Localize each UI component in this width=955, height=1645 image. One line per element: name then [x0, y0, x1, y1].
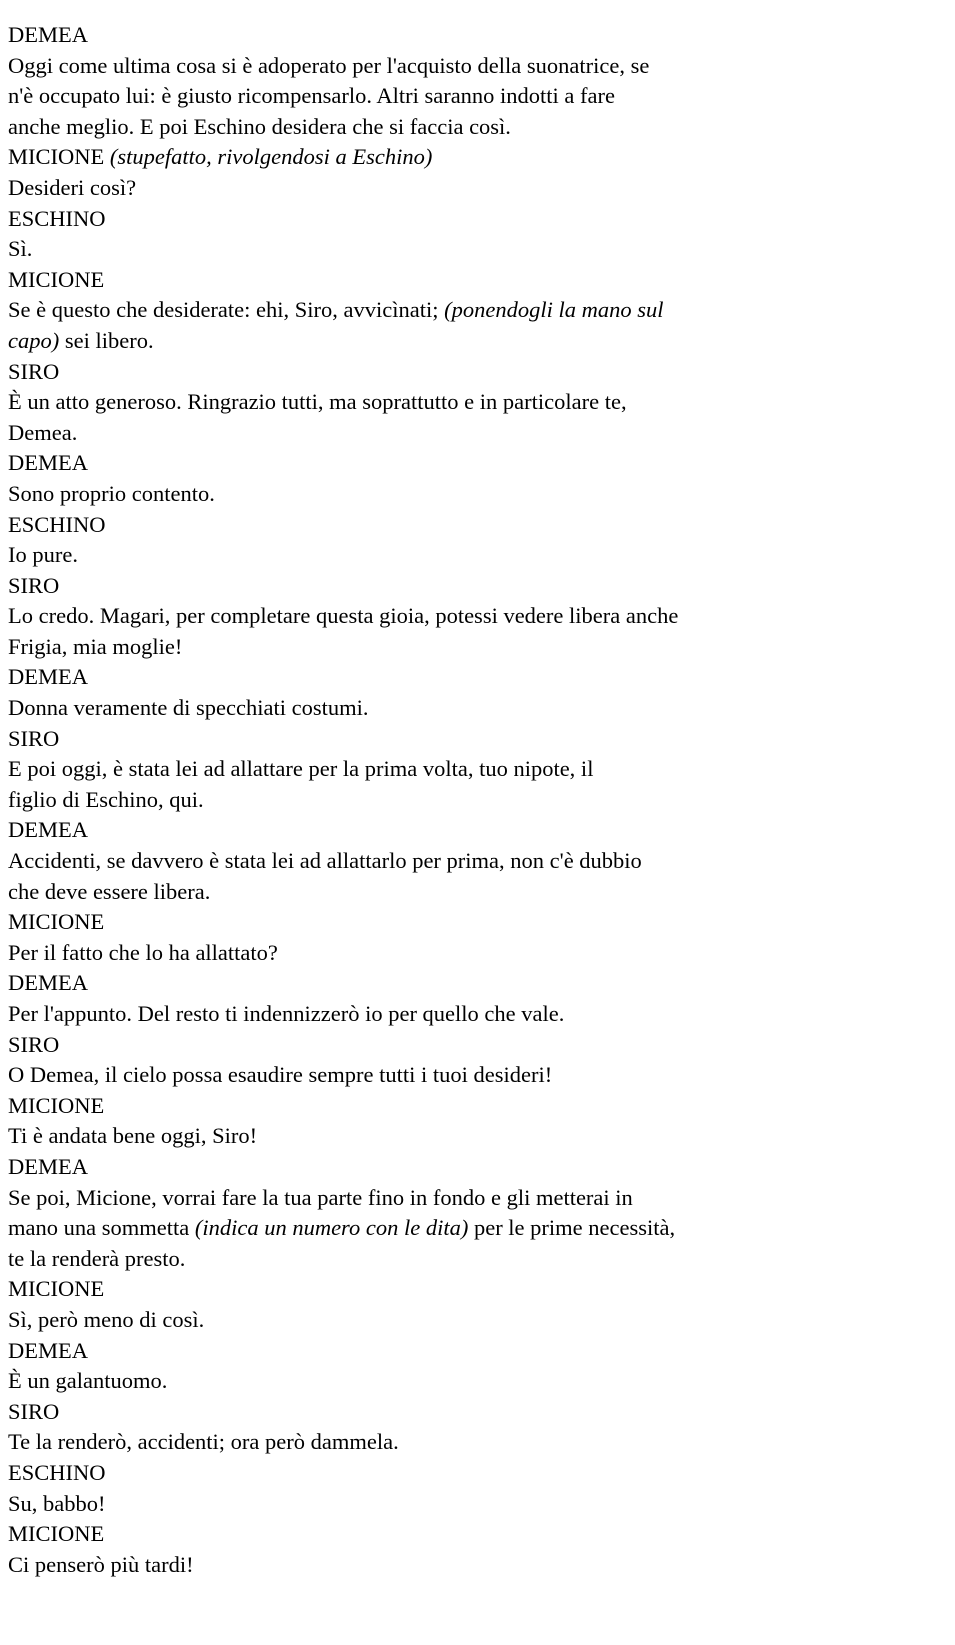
speaker-name	[8, 724, 955, 755]
dialogue-text: per le prime necessità,	[468, 1215, 676, 1241]
speaker-label: MICIONE	[8, 909, 105, 935]
dialogue-text: figlio di Eschino, qui.	[8, 786, 204, 812]
dialogue-text: sei libero.	[59, 327, 154, 353]
speaker-name	[8, 968, 955, 999]
speaker-label: MICIONE	[8, 1092, 105, 1118]
dialogue-line	[8, 1550, 955, 1581]
dialogue-line	[8, 846, 955, 877]
speaker-label: DEMEA	[8, 1153, 88, 1179]
speaker-name	[8, 1152, 955, 1183]
speaker-label: MICIONE	[8, 1276, 105, 1302]
dialogue-line	[8, 1060, 955, 1091]
dialogue-line	[8, 173, 955, 204]
dialogue-text: O Demea, il cielo possa esaudire sempre tutti i tuoi desideri!	[8, 1062, 553, 1088]
dialogue-line	[8, 81, 955, 112]
dialogue-text: n'è occupato lui: è giusto ricompensarlo. Altri saranno indotti a fare	[8, 83, 616, 109]
dialogue-text: anche meglio. E poi Eschino desidera che si faccia così.	[8, 113, 511, 139]
dialogue-line	[8, 112, 955, 143]
speaker-name	[8, 142, 955, 173]
speaker-name	[8, 662, 955, 693]
speaker-name	[8, 1458, 955, 1489]
speaker-name	[8, 1091, 955, 1122]
dialogue-line	[8, 418, 955, 449]
speaker-label: SIRO	[8, 1031, 60, 1057]
speaker-label: ESCHINO	[8, 511, 106, 537]
speaker-name	[8, 448, 955, 479]
dialogue-text: Per il fatto che lo ha allattato?	[8, 939, 278, 965]
speaker-name	[8, 357, 955, 388]
dialogue-line	[8, 51, 955, 82]
dialogue-text: Ti è andata bene oggi, Siro!	[8, 1123, 258, 1149]
speaker-label: DEMEA	[8, 817, 88, 843]
dialogue-text: mano una sommetta	[8, 1215, 195, 1241]
dialogue-text: Se poi, Micione, vorrai fare la tua parte fino in fondo e gli metterai in	[8, 1184, 633, 1210]
dialogue-line	[8, 632, 955, 663]
dialogue-line	[8, 234, 955, 265]
dialogue-line	[8, 326, 955, 357]
dialogue-line	[8, 601, 955, 632]
speaker-label: SIRO	[8, 1398, 60, 1424]
dialogue-line	[8, 999, 955, 1030]
speaker-name	[8, 20, 955, 51]
dialogue-line	[8, 1489, 955, 1520]
speaker-label: MICIONE	[8, 266, 105, 292]
dialogue-line	[8, 785, 955, 816]
speaker-name	[8, 907, 955, 938]
speaker-name	[8, 1336, 955, 1367]
speaker-name	[8, 1274, 955, 1305]
dialogue-text: Se è questo che desiderate: ehi, Siro, avvicìnati;	[8, 297, 445, 323]
dialogue-line	[8, 1366, 955, 1397]
speaker-label: DEMEA	[8, 1337, 88, 1363]
dialogue-line	[8, 754, 955, 785]
dialogue-line	[8, 295, 955, 326]
dialogue-line	[8, 1427, 955, 1458]
dialogue-text: È un galantuomo.	[8, 1368, 168, 1394]
speaker-name	[8, 1397, 955, 1428]
dialogue-text: E poi oggi, è stata lei ad allattare per la prima volta, tuo nipote, il	[8, 756, 594, 782]
dialogue-text: Sono proprio contento.	[8, 480, 215, 506]
speaker-name	[8, 1519, 955, 1550]
speaker-label: SIRO	[8, 725, 60, 751]
dialogue-text: Te la renderò, accidenti; ora però dammela.	[8, 1429, 399, 1455]
speaker-label: SIRO	[8, 572, 60, 598]
dialogue-line	[8, 1121, 955, 1152]
dialogue-text: te la renderà presto.	[8, 1245, 186, 1271]
speaker-label: MICIONE	[8, 1521, 105, 1547]
dialogue-line	[8, 1213, 955, 1244]
dialogue-line	[8, 877, 955, 908]
speaker-label: DEMEA	[8, 22, 88, 47]
speaker-label: DEMEA	[8, 450, 88, 476]
speaker-name	[8, 815, 955, 846]
dialogue-text: Sì, però meno di così.	[8, 1306, 205, 1332]
dialogue-line	[8, 938, 955, 969]
speaker-label: ESCHINO	[8, 205, 106, 231]
dialogue-text: Sì.	[8, 236, 33, 262]
speaker-name	[8, 265, 955, 296]
dialogue-text: Lo credo. Magari, per completare questa gioia, potessi vedere libera anche	[8, 603, 679, 629]
dialogue-text: Accidenti, se davvero è stata lei ad allattarlo per prima, non c'è dubbio	[8, 848, 642, 874]
dialogue-text: Ci penserò più tardi!	[8, 1551, 194, 1577]
speaker-name	[8, 510, 955, 541]
dialogue-text: Frigia, mia moglie!	[8, 633, 183, 659]
stage-direction: (indica un numero con le dita)	[194, 1215, 469, 1241]
dialogue-text: È un atto generoso. Ringrazio tutti, ma soprattutto e in particolare te,	[8, 389, 627, 415]
stage-direction: capo)	[8, 327, 60, 353]
dialogue-line	[8, 479, 955, 510]
dialogue-line	[8, 1183, 955, 1214]
speaker-label: MICIONE	[8, 144, 105, 170]
speaker-label: SIRO	[8, 358, 60, 384]
dialogue-text: Donna veramente di specchiati costumi.	[8, 695, 369, 721]
dialogue-line	[8, 693, 955, 724]
dialogue-text: Demea.	[8, 419, 78, 445]
dialogue-text: Desideri così?	[8, 174, 137, 200]
stage-direction: (stupefatto, rivolgendosi a Eschino)	[109, 144, 433, 170]
speaker-name	[8, 571, 955, 602]
speaker-name	[8, 1030, 955, 1061]
dialogue-text: Per l'appunto. Del resto ti indennizzerò io per quello che vale.	[8, 1001, 565, 1026]
stage-direction: (ponendogli la mano sul	[444, 297, 664, 323]
dialogue-line	[8, 1244, 955, 1275]
dialogue-text: che deve essere libera.	[8, 878, 211, 904]
speaker-name	[8, 204, 955, 235]
dialogue-line	[8, 540, 955, 571]
speaker-label: DEMEA	[8, 664, 88, 690]
speaker-label: DEMEA	[8, 970, 88, 996]
dialogue-line	[8, 387, 955, 418]
speaker-label: ESCHINO	[8, 1459, 106, 1485]
dialogue-text: Io pure.	[8, 542, 78, 568]
dialogue-text: Oggi come ultima cosa si è adoperato per l'acquisto della suonatrice, se	[8, 52, 650, 78]
dialogue-line	[8, 1305, 955, 1336]
dialogue-text: Su, babbo!	[8, 1490, 106, 1516]
